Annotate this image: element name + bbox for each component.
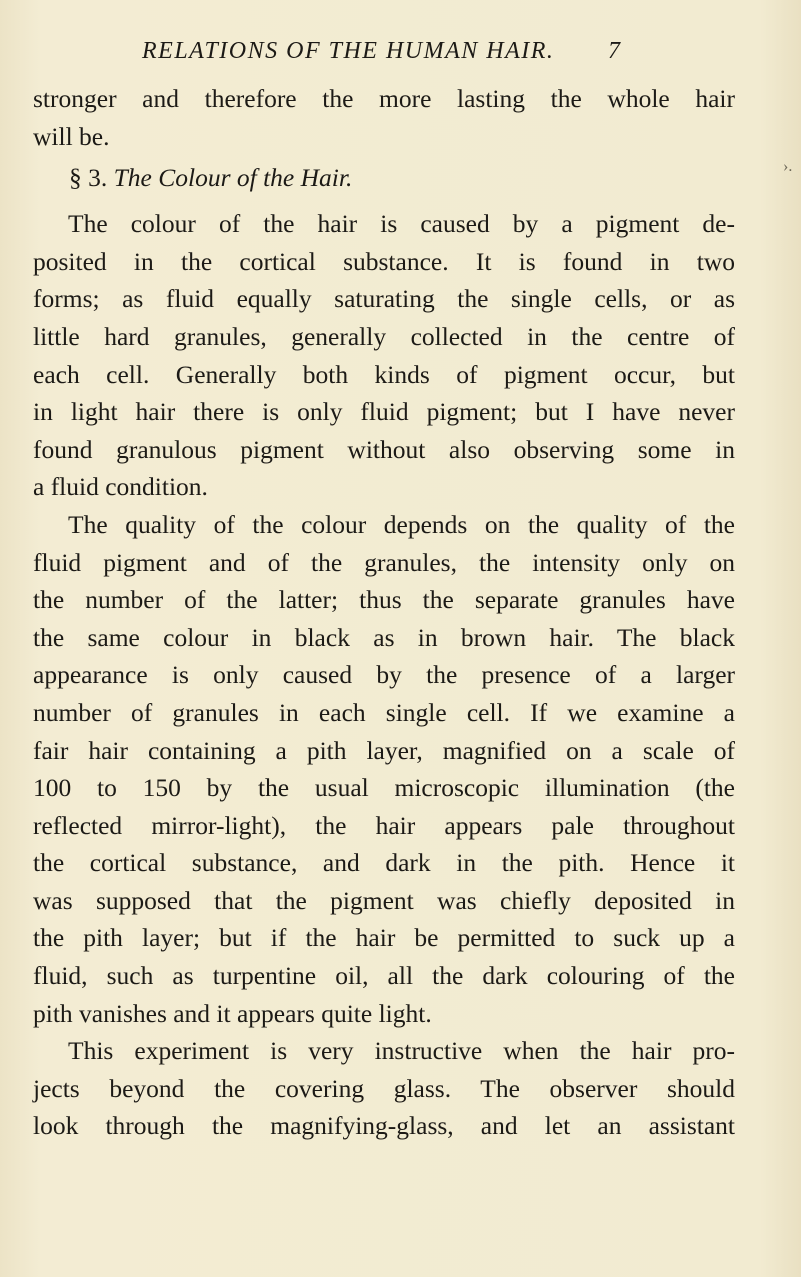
running-title: RELATIONS OF THE HUMAN HAIR.: [142, 38, 555, 64]
section-title: The Colour of the Hair.: [113, 163, 353, 193]
text-line: the number of the latter; thus the separate granules have: [33, 585, 735, 615]
text-line: was supposed that the pigment was chiefly deposited in: [33, 885, 735, 915]
text-line: little hard granules, generally collected in the centre of: [33, 321, 735, 351]
text-line: forms; as fluid equally saturating the single cells, or as: [33, 284, 735, 314]
text-line: fluid, such as turpentine oil, all the dark colouring of the: [33, 961, 735, 991]
text-line: the pith layer; but if the hair be permitted to suck up a: [33, 923, 735, 953]
text-line: posited in the cortical substance. It is found in two: [33, 246, 735, 276]
text-line: pith vanishes and it appears quite light.: [33, 998, 432, 1028]
text-line: number of granules in each single cell. If we examine a: [33, 697, 735, 727]
text-line: stronger and therefore the more lasting the whole hair: [33, 84, 735, 113]
text-line: appearance is only caused by the presence of a larger: [33, 660, 735, 690]
text-line: jects beyond the covering glass. The observer should: [33, 1073, 735, 1103]
text-line: the same colour in black as in brown hair. The black: [33, 622, 735, 652]
page-number: 7: [608, 38, 620, 64]
paragraph-experiment: [33, 1032, 735, 1145]
text-line: 100 to 150 by the usual microscopic illumination (the: [33, 773, 735, 803]
text-line: found granulous pigment without also observing some in: [33, 434, 735, 464]
text-line: look through the magnifying-glass, and let an assistant: [33, 1111, 735, 1141]
body-text: [33, 80, 735, 1145]
section-mark: § 3.: [69, 163, 108, 193]
text-line: fluid pigment and of the granules, the intensity only on: [33, 547, 735, 577]
paragraph-colour-quality: [33, 506, 735, 1032]
text-line: each cell. Generally both kinds of pigment occur, but: [33, 359, 735, 389]
text-line: The quality of the colour depends on the quality of the: [68, 509, 735, 539]
text-line: the cortical substance, and dark in the pith. Hence it: [33, 848, 735, 878]
section-heading: [33, 159, 735, 201]
text-line: in light hair there is only fluid pigment; but I have never: [33, 397, 735, 427]
text-line: The colour of the hair is caused by a pigment de-: [68, 209, 735, 239]
paragraph-colour-cause: [33, 205, 735, 506]
margin-pencil-mark: ›.: [783, 158, 793, 175]
text-line: will be.: [33, 121, 110, 151]
text-line: This experiment is very instructive when the hair pro-: [68, 1036, 735, 1066]
text-line: a fluid condition.: [33, 472, 208, 502]
text-line: reflected mirror-light), the hair appears pale throughout: [33, 810, 735, 840]
text-line: fair hair containing a pith layer, magnified on a scale of: [33, 735, 735, 765]
running-head: [0, 36, 801, 66]
